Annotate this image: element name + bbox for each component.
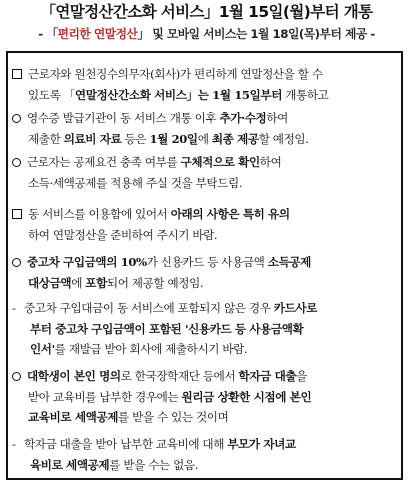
- circle-bullet-icon: [12, 158, 21, 167]
- bold-text: 소득공제: [267, 255, 311, 269]
- text-line: 에: [71, 275, 86, 290]
- square-bullet-icon: [12, 69, 22, 79]
- bold-text: 교육비로 세액공제: [28, 410, 119, 424]
- bold-text: 부터 중고차 구입금액이 포함된 '신용카드 등 사용금액확: [30, 321, 304, 336]
- square-bullet-icon: [12, 209, 22, 219]
- section-used-car: [12, 252, 400, 293]
- bold-text: 아래의 사항은 특히 유의: [170, 207, 290, 221]
- bold-text: 중고차 구입금액의 10%: [27, 255, 147, 269]
- text-line: 가 신용카드 등 사용금액: [146, 255, 268, 269]
- text-line: 하여: [259, 155, 282, 169]
- text-line: 개통하고: [282, 87, 329, 102]
- dash-bullet-icon: -: [12, 301, 16, 315]
- text-line: 동 서비스를 이용함에 있어서: [28, 207, 171, 221]
- text-line: 을: [296, 369, 307, 383]
- bold-text: 1월 20일: [149, 131, 198, 146]
- bold-text: 연말정산간소화 서비스」는 1월 15일부터: [74, 87, 282, 102]
- text-line: 중고차 구입대금이 동 서비스에 포함되지 않은 경우: [24, 301, 274, 315]
- dash-bullet-icon: -: [12, 437, 16, 451]
- circle-bullet-icon: [12, 114, 21, 123]
- bold-text: 대상금액: [28, 275, 72, 290]
- text-line: 되어 제공할 예정임.: [106, 275, 204, 290]
- text-line: 를 받을 수는 없음.: [109, 457, 198, 472]
- text-line: 받아 교육비를 납부한 경우에는: [28, 389, 182, 404]
- bold-text: 부모가 자녀교: [227, 437, 296, 451]
- text-line: 로 한국장학재단 등에서: [120, 369, 239, 383]
- bold-text: 학자금 대출: [238, 369, 297, 383]
- text-line: 영수증 발급기관이 동 서비스 개통 이후: [27, 111, 220, 125]
- text-line: 에: [197, 131, 212, 146]
- bold-text: 구체적으로 확인: [180, 155, 260, 169]
- section-card-statement: [12, 298, 400, 360]
- bold-text: 의료비 자료: [63, 131, 122, 146]
- section-deduction-check: [12, 152, 400, 193]
- circle-bullet-icon: [12, 258, 21, 267]
- text-line: 있도록 「: [28, 87, 75, 102]
- page-title: 「연말정산간소화 서비스」1월 15일(월)부터 개통: [40, 3, 373, 21]
- text-line: 하여: [266, 111, 288, 125]
- text-line: 학자금 대출을 받아 납부한 교육비에 대해: [24, 437, 228, 451]
- text-line: 제출한: [28, 131, 64, 146]
- text-line: 등은: [121, 131, 150, 146]
- text-line: 를 재발급 받아 회사에 제출하시기 바람.: [54, 342, 248, 356]
- section-caution: [12, 204, 400, 245]
- text-line: 근로자는 공제요건 충족 여부를: [27, 155, 181, 169]
- section-student-loan: [12, 366, 400, 428]
- bold-text: 원리금 상환한 시점에 본인: [181, 389, 312, 404]
- subtitle-highlight: 편리한 연말정산: [57, 27, 138, 41]
- bold-text: 인서': [30, 342, 55, 356]
- bold-text: 포함: [85, 275, 107, 290]
- circle-bullet-icon: [12, 372, 21, 381]
- text-line: 근로자와 원천징수의무자(회사)가 편리하게 연말정산을 할 수: [28, 67, 323, 81]
- text-line: 소득·세액공제를 적용해 주실 것을 부탁드림.: [28, 175, 243, 190]
- bold-text: 육비로 세액공제: [30, 457, 110, 472]
- text-line: 할 예정임.: [258, 131, 309, 146]
- section-medical-data: [12, 108, 400, 149]
- text-line: 하여 연말정산을 준비하여 주시기 바람.: [28, 227, 218, 242]
- section-parent-deduction: [12, 434, 400, 475]
- section-announcement: [12, 64, 400, 105]
- bold-text: 최종 제공: [211, 131, 259, 146]
- subtitle-suffix: 」 및 모바일 서비스는 1월 18일(목)부터 제공 -: [137, 27, 375, 41]
- page-subtitle: [2, 25, 411, 43]
- subtitle-prefix: - 「: [38, 27, 58, 41]
- bold-text: 카드사로: [273, 301, 317, 315]
- bold-text: 대학생이 본인 명의: [27, 369, 121, 383]
- text-line: 를 받을 수 있는 것이며: [118, 410, 229, 424]
- bold-text: 추가·수정: [219, 111, 267, 125]
